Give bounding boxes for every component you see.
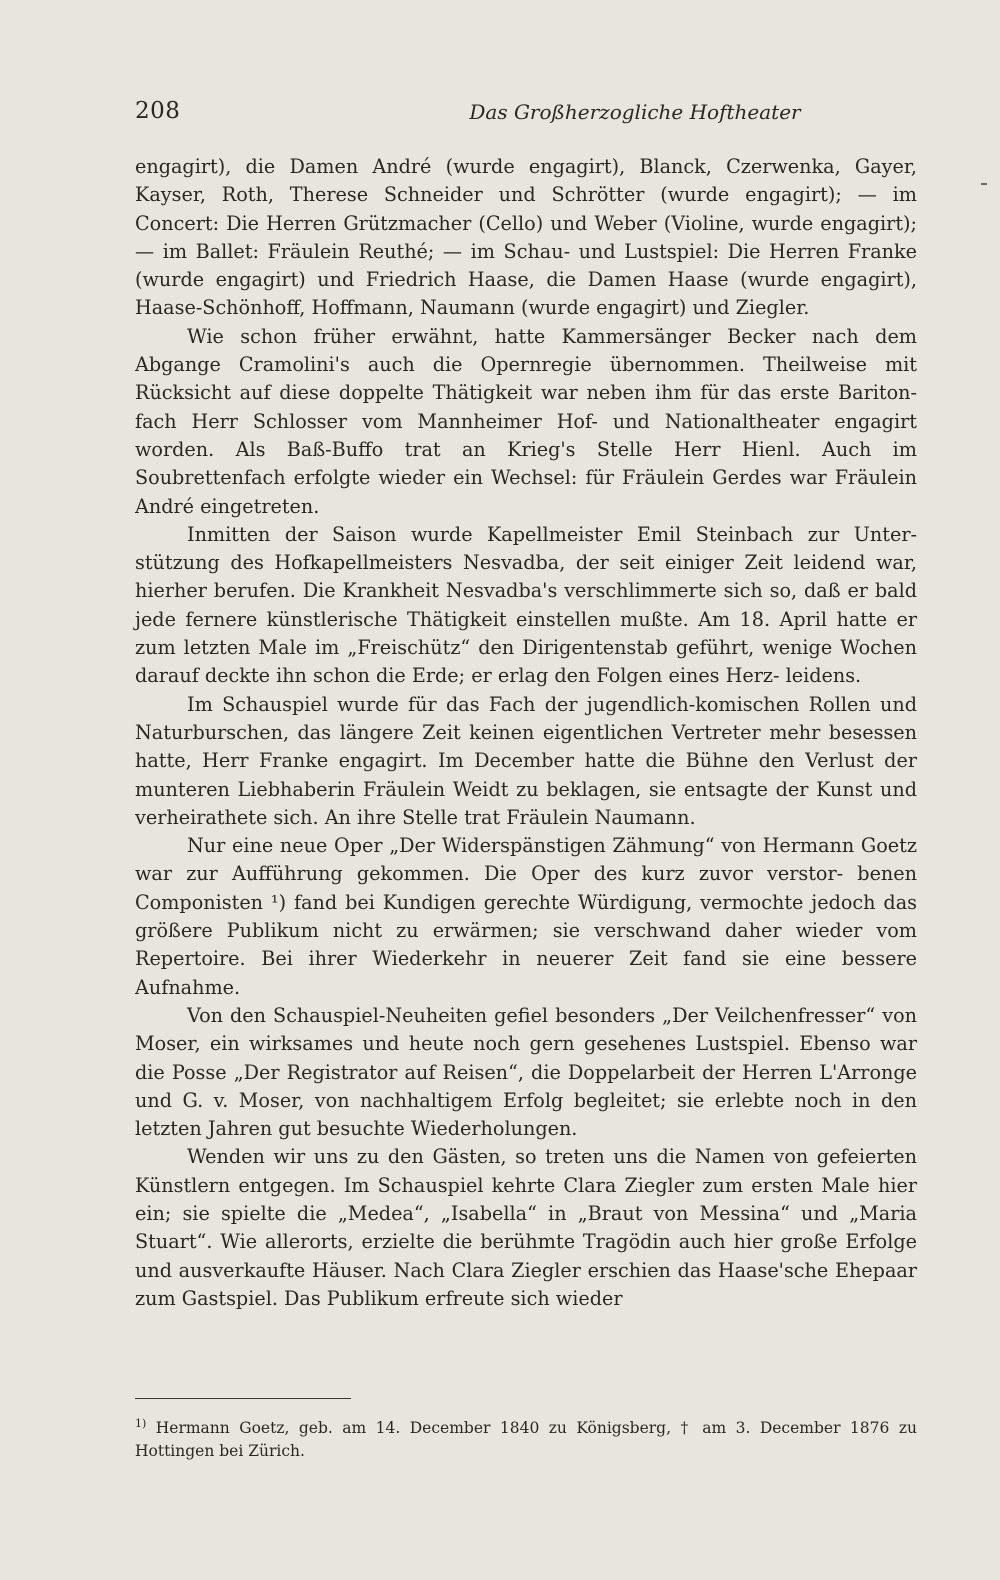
running-title: Das Großherzogliche Hoftheater [469,100,801,124]
footnote-rule [135,1398,351,1399]
paragraph: Im Schauspiel wurde für das Fach der jugendlich-komischen Rollen und Naturburschen, das längere Zeit keinen eigentlichen Vertreter mehr besessen hatte, Herr Franke engagirt. Im December hatte die Bühne den Verlust der munteren Liebhaberin Fräulein Weidt zu beklagen, sie entsagte der Kunst und verheirathete sich. An ihre Stelle trat Fräulein Naumann. [135,692,917,829]
paragraph: Nur eine neue Oper „Der Widerspänstigen Zähmung“ von Hermann Goetz war zur Aufführung gekommen. Die Oper des kurz zuvor verstor- benen Componisten ¹) fand bei Kundigen gerechte Würdigung, vermochte jedoch das größere Publikum nicht zu erwärmen; sie verschwand daher wieder vom Repertoire. Bei ihrer Wiederkehr in neuerer Zeit fand sie eine bessere Aufnahme. [135,834,917,999]
footnote-marker: 1) [135,1417,147,1430]
running-head [135,98,915,138]
footnote [135,1412,917,1463]
paragraph: Inmitten der Saison wurde Kapellmeister Emil Steinbach zur Unter- stützung des Hofkapellmeisters Nesvadba, der seit einiger Zeit leidend war, hierher berufen. Die Krankheit Nesvadba's verschlimmerte sich so, daß er bald jede fernere künstlerische Thätigkeit einstellen mußte. Am 18. April hatte er zum letzten Male im „Freischütz“ den Dirigentenstab geführt, wenige Wochen darauf deckte ihn schon die Erde; er erlag den Folgen eines Herz- leidens. [135,522,917,688]
page-number: 208 [135,98,181,124]
footnotes [135,1412,917,1463]
paragraph: Wenden wir uns zu den Gästen, so treten uns die Namen von gefeierten Künstlern entgegen. Im Schauspiel kehrte Clara Ziegler zum ersten Male hier ein; sie spielte die „Medea“, „Isabella“ in „Braut von Messina“ und „Maria Stuart“. Wie allerorts, erzielte die berühmte Tragödin auch hier große Erfolge und ausverkaufte Häuser. Nach Clara Ziegler erschien das Haase'sche Ehepaar zum Gastspiel. Das Publikum erfreute sich wieder [135,1145,917,1310]
paragraph: Wie schon früher erwähnt, hatte Kammersänger Becker nach dem Abgange Cramolini's auch die Opernregie übernommen. Theilweise mit Rücksicht auf diese doppelte Thätigkeit war neben ihm für das erste Bariton- fach Herr Schlosser vom Mannheimer Hof- und Nationaltheater engagirt worden. Als Baß-Buffo trat an Krieg's Stelle Herr Hienl. Auch im Soubrettenfach erfolgte wieder ein Wechsel: für Fräulein Gerdes war Fräulein André eingetreten. [135,324,917,518]
footnote-text: Hermann Goetz, geb. am 14. December 1840 zu Königsberg, † am 3. December 1876 zu Hottingen bei Zürich. [135,1419,917,1461]
paragraph: Von den Schauspiel-Neuheiten gefiel besonders „Der Veilchenfresser“ von Moser, ein wirksames und heute noch gern gesehenes Lustspiel. Ebenso war die Posse „Der Registrator auf Reisen“, die Doppelarbeit der Herren L'Arronge und G. v. Moser, von nachhaltigem Erfolg begleitet; sie erlebte noch in den letzten Jahren gut besuchte Wiederholungen. [135,1003,917,1141]
body-text [135,153,917,1313]
paragraph: engagirt), die Damen André (wurde engagirt), Blanck, Czerwenka, Gayer, Kayser, Roth, Therese Schneider und Schrötter (wurde engagirt); — im Concert: Die Herren Grützmacher (Cello) und Weber (Violine, wurde engagirt); — im Ballet: Fräulein Reuthé; — im Schau- und Lustspiel: Die Herren Franke (wurde engagirt) und Friedrich Haase, die Damen Haase (wurde engagirt), Haase-Schönhoff, Hoffmann, Naumann (wurde engagirt) und Ziegler. [135,155,917,320]
margin-mark [981,183,987,185]
